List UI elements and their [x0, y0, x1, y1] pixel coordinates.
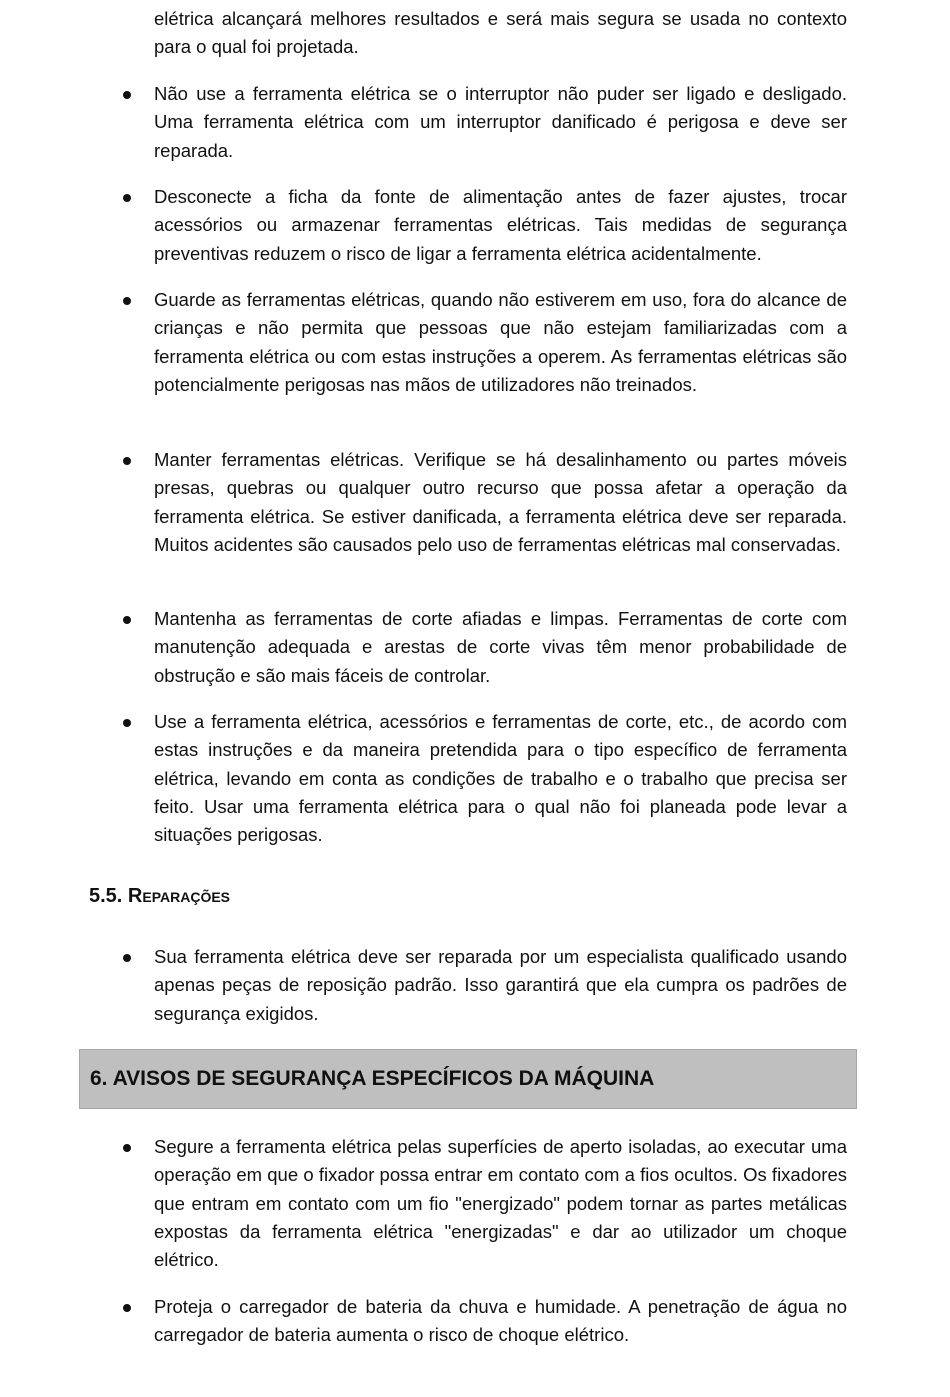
subsection-title: Reparações — [127, 885, 231, 907]
bullet-icon — [123, 1304, 131, 1312]
list-item-text: Guarde as ferramentas elétricas, quando não estiverem em uso, fora do alcance de crianças e não permita que pessoas que não estejam familiarizadas com a ferramenta elétrica ou com estas instruções a operem. As ferramentas elétricas são potencialmente perigosas nas mãos de utilizadores não treinados. — [154, 289, 847, 395]
bullet-icon — [123, 457, 131, 465]
list-item-text: Proteja o carregador de bateria da chuva e humidade. A penetração de água no carregador de bateria aumenta o risco de choque elétrico. — [154, 1296, 847, 1346]
subsection-number: 5.5. — [89, 885, 123, 907]
list-item-text: Use a ferramenta elétrica, acessórios e ferramentas de corte, etc., de acordo com estas instruções e da maneira pretendida para o tipo específico de ferramenta elétrica, levando em conta as condições de trabalho e o trabalho que precisa ser feito. Usar uma ferramenta elétrica para o qual não foi planeada pode levar a situações perigosas. — [154, 711, 847, 846]
bullet-icon — [123, 719, 131, 727]
list-item-text: Sua ferramenta elétrica deve ser reparada por um especialista qualificado usando apenas peças de reposição padrão. Isso garantirá que ela cumpra os padrões de segurança exigidos. — [154, 946, 847, 1024]
list-item-text: Não use a ferramenta elétrica se o interruptor não puder ser ligado e desligado. Uma ferramenta elétrica com um interruptor danificado é perigosa e deve ser reparada. — [154, 83, 847, 161]
subsection-heading — [89, 882, 230, 910]
section-title: 6. AVISOS DE SEGURANÇA ESPECÍFICOS DA MÁQUINA — [90, 1067, 655, 1090]
bullet-icon — [123, 1144, 131, 1152]
section-heading-bar — [79, 1049, 857, 1109]
continued-paragraph: elétrica alcançará melhores resultados e será mais segura se usada no contexto para o qual foi projetada. — [154, 8, 847, 58]
bullet-icon — [123, 91, 131, 99]
bullet-icon — [123, 297, 131, 305]
list-item-text: Mantenha as ferramentas de corte afiadas e limpas. Ferramentas de corte com manutenção adequada e arestas de corte vivas têm menor probabilidade de obstrução e são mais fáceis de controlar. — [154, 608, 847, 686]
bullet-icon — [123, 954, 131, 962]
list-item-text: Desconecte a ficha da fonte de alimentação antes de fazer ajustes, trocar acessórios ou armazenar ferramentas elétricas. Tais medidas de segurança preventivas reduzem o risco de ligar a ferramenta elétrica acidentalmente. — [154, 186, 847, 264]
bullet-icon — [123, 616, 131, 624]
list-item-text: Segure a ferramenta elétrica pelas superfícies de aperto isoladas, ao executar uma operação em que o fixador possa entrar em contato com a fios ocultos. Os fixadores que entram em contato com um fio "energizado" podem tornar as partes metálicas expostas da ferramenta elétrica "energizadas" e dar ao utilizador um choque elétrico. — [154, 1136, 847, 1271]
bullet-icon — [123, 194, 131, 202]
list-item-text: Manter ferramentas elétricas. Verifique se há desalinhamento ou partes móveis presas, quebras ou qualquer outro recurso que possa afetar a operação da ferramenta elétrica. Se estiver danificada, a ferramenta elétrica deve ser reparada. Muitos acidentes são causados pelo uso de ferramentas elétricas mal conservadas. — [154, 449, 847, 555]
